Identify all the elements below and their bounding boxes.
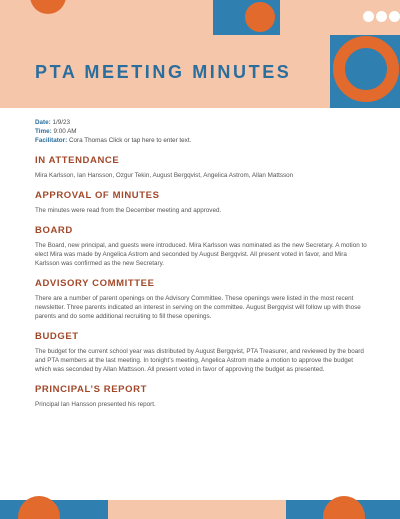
document-body	[35, 118, 370, 409]
section-text: Principal Ian Hansson presented his report.	[35, 401, 156, 408]
meta-date	[35, 118, 370, 127]
meta-facilitator-label: Facilitator:	[35, 137, 68, 144]
section-text: The Board, new principal, and guests were introduced. Mira Karlsson was nominated as the new Secretary. A motion to elect Mira was made by Angelica Astrom and seconded by August Bergqvist. All present voted in favor, and Mira Karlsson was confirmed as the new Secretary.	[35, 242, 367, 267]
section-principals-report	[35, 384, 370, 409]
section-approval-of-minutes	[35, 190, 370, 215]
meta-time	[35, 127, 370, 136]
section-advisory-committee	[35, 278, 370, 321]
meta-date-label: Date:	[35, 119, 51, 126]
banner-white-dot	[389, 11, 400, 22]
section-budget	[35, 331, 370, 374]
banner-white-dot	[363, 11, 374, 22]
section-text: There are a number of parent openings on the Advisory Committee. These openings were listed in the most recent newsletter. Three parents indicated an interest in serving on the committee. August Bergqvist will follow up with those parents and do some additional recruiting to fill these openings.	[35, 295, 361, 320]
section-attendance	[35, 155, 370, 180]
footer-banner	[0, 496, 400, 519]
footer-peach-band	[108, 500, 286, 519]
banner-orange-circle	[245, 2, 275, 32]
section-board	[35, 225, 370, 268]
document-title: PTA MEETING MINUTES	[35, 62, 292, 82]
banner-white-dot	[376, 11, 387, 22]
banner-orange-ring	[333, 36, 399, 102]
meta-facilitator	[35, 136, 370, 145]
meta-facilitator-value[interactable]: Cora Thomas Click or tap here to enter text.	[68, 137, 192, 144]
meta-date-value: 1/9/23	[52, 119, 71, 126]
meta-time-label: Time:	[35, 128, 52, 135]
section-heading: APPROVAL OF MINUTES	[35, 190, 160, 201]
section-heading: ADVISORY COMMITTEE	[35, 278, 155, 289]
header-banner	[0, 0, 400, 108]
section-text: The minutes were read from the December meeting and approved.	[35, 207, 222, 214]
meeting-details	[35, 118, 370, 145]
section-text: Mira Karlsson, Ian Hansson, Ozgur Tekin, August Bergqvist, Angelica Astrom, Allan Mattsson	[35, 172, 294, 179]
section-text: The budget for the current school year was distributed by August Bergqvist, PTA Treasurer, and reviewed by the board and PTA members at the last meeting. In tonight’s meeting, Angelica Astrom made a motion to approve the budget which was seconded by Allan Mattsson. All present voted in favor of approving the budget as presented.	[35, 348, 364, 373]
section-heading: IN ATTENDANCE	[35, 155, 120, 166]
section-heading: PRINCIPAL’S REPORT	[35, 384, 147, 395]
section-heading: BOARD	[35, 225, 73, 236]
section-heading: BUDGET	[35, 331, 79, 342]
meta-time-value: 9:00 AM	[53, 128, 77, 135]
